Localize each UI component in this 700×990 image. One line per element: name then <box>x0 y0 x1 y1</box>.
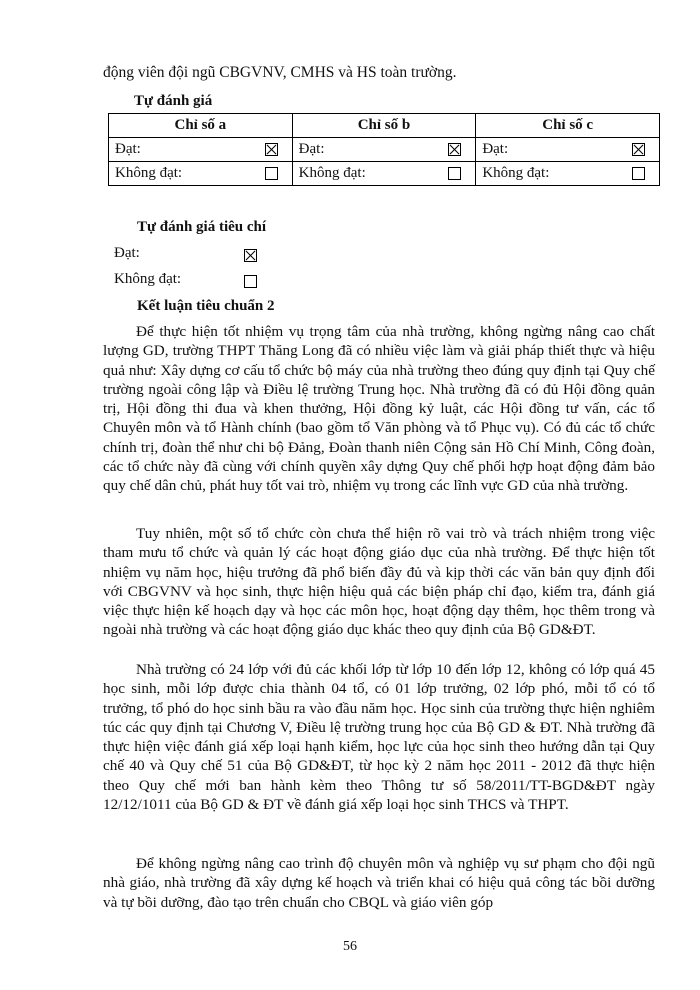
criteria-table <box>108 113 660 186</box>
paragraph-4: Để không ngừng nâng cao trình độ chuyên môn và nghiệp vụ sư phạm cho đội ngũ nhà giáo, nhà trường đã xây dựng kế hoạch và triển khai có hiệu quả công tác bồi dưỡng và tự bồi dưỡng, đào tạo trên chuẩn cho CBQL và giáo viên góp <box>103 855 655 911</box>
checkbox-fail-b[interactable] <box>448 167 461 180</box>
pass-cell-c <box>601 138 660 162</box>
page-number: 56 <box>343 939 357 954</box>
paragraph-2: Tuy nhiên, một số tổ chức còn chưa thể hiện rõ vai trò và trách nhiệm trong việc tham mưu tổ chức và quản lý các hoạt động giáo dục của nhà trường. Để thực hiện tốt nhiệm vụ năm học, hiệu trưởng đã phổ biến đầy đủ và kịp thời các văn bản quy định đối với CBGVNV và học sinh, thực hiện hiệu quả các biện pháp chỉ đạo, kiểm tra, đánh giá việc thực hiện kế hoạch dạy và học các môn học, hoạt động dạy thêm, học thêm trong và ngoài nhà trường và các hoạt động giáo dục khác theo quy định của Bộ GD&ĐT. <box>103 525 655 639</box>
paragraph-1: Để thực hiện tốt nhiệm vụ trọng tâm của nhà trường, không ngừng nâng cao chất lượng GD, trường THPT Thăng Long đã có nhiều việc làm và giải pháp thiết thực và hiệu quả như: Xây dựng cơ cấu tổ chức bộ máy của nhà trường theo đúng quy định tại Quy chế trường ngoài công lập và Điều lệ trường Trung học. Nhà trường đã có đủ Hội đồng quản trị, Hội đồng thi đua và khen thưởng, Hội đồng kỷ luật, các Hội đồng tư vấn, các tổ Chuyên môn và tổ Hành chính (bao gồm tổ Văn phòng và tổ Phục vụ). Có đủ các tổ chức chính trị, đoàn thể như chi bộ Đảng, Đoàn thanh niên Cộng sản Hồ Chí Minh, Công đoàn, các tổ chức này đã cùng với chính quyền xây dựng Quy chế phối hợp hoạt động đảm bảo quy chế dân chủ, phát huy tốt vai trò, nhiệm vụ trong các lĩnh vực GD của nhà trường. <box>103 323 655 495</box>
criteria-header-c: Chỉ số c <box>476 114 660 138</box>
criterion-fail-label: Không đạt: <box>114 271 182 287</box>
criteria-header-b: Chỉ số b <box>292 114 476 138</box>
fail-cell-b <box>417 162 476 186</box>
fail-label-a: Không đạt: <box>109 162 234 186</box>
criteria-header-a: Chỉ số a <box>109 114 293 138</box>
pass-label-c: Đạt: <box>476 138 601 162</box>
criteria-header-row <box>109 114 660 138</box>
fail-label-b: Không đạt: <box>292 162 417 186</box>
pass-cell-b <box>417 138 476 162</box>
fail-cell-c <box>601 162 660 186</box>
fail-label-c: Không đạt: <box>476 162 601 186</box>
fail-cell-a <box>234 162 293 186</box>
pass-label-b: Đạt: <box>292 138 417 162</box>
criterion-pass-label: Đạt: <box>114 245 140 261</box>
criterion-pass-row <box>114 245 140 262</box>
criteria-fail-row <box>109 162 660 186</box>
self-assessment-heading: Tự đánh giá <box>134 93 213 109</box>
carryover-line: động viên đội ngũ CBGVNV, CMHS và HS toàn trường. <box>103 64 457 81</box>
conclusion-heading: Kết luận tiêu chuẩn 2 <box>137 298 275 314</box>
checkbox-pass-a[interactable] <box>265 143 278 156</box>
checkbox-fail-a[interactable] <box>265 167 278 180</box>
paragraph-3: Nhà trường có 24 lớp với đủ các khối lớp từ lớp 10 đến lớp 12, không có lớp quá 45 học sinh, mỗi lớp được chia thành 04 tổ, có 01 lớp trưởng, 02 lớp phó, mỗi tổ có tổ trưởng, tổ phó do học sinh bầu ra vào đầu năm học. Học sinh của trường thực hiện nghiêm túc các quy định tại Chương V, Điều lệ trường trung học của Bộ GD & ĐT. Nhà trường đã thực hiện việc đánh giá xếp loại hạnh kiểm, học lực của học sinh theo hướng dẫn tại Quy chế 40 và Quy chế 51 của Bộ GD&ĐT, từ học kỳ 2 năm học 2011 - 2012 đã thực hiện theo Quy chế mới ban hành kèm theo Thông tư số 58/2011/TT-BGD&ĐT ngày 12/12/1011 của Bộ GD & ĐT về đánh giá xếp loại học sinh THCS và THPT. <box>103 661 655 814</box>
checkbox-pass-b[interactable] <box>448 143 461 156</box>
pass-cell-a <box>234 138 293 162</box>
checkbox-fail-c[interactable] <box>632 167 645 180</box>
criterion-fail-checkbox[interactable] <box>244 275 257 288</box>
checkbox-pass-c[interactable] <box>632 143 645 156</box>
criterion-fail-row <box>114 271 181 288</box>
pass-label-a: Đạt: <box>109 138 234 162</box>
criteria-pass-row <box>109 138 660 162</box>
criterion-assessment-heading: Tự đánh giá tiêu chí <box>137 219 267 235</box>
criterion-pass-checkbox[interactable] <box>244 249 257 262</box>
